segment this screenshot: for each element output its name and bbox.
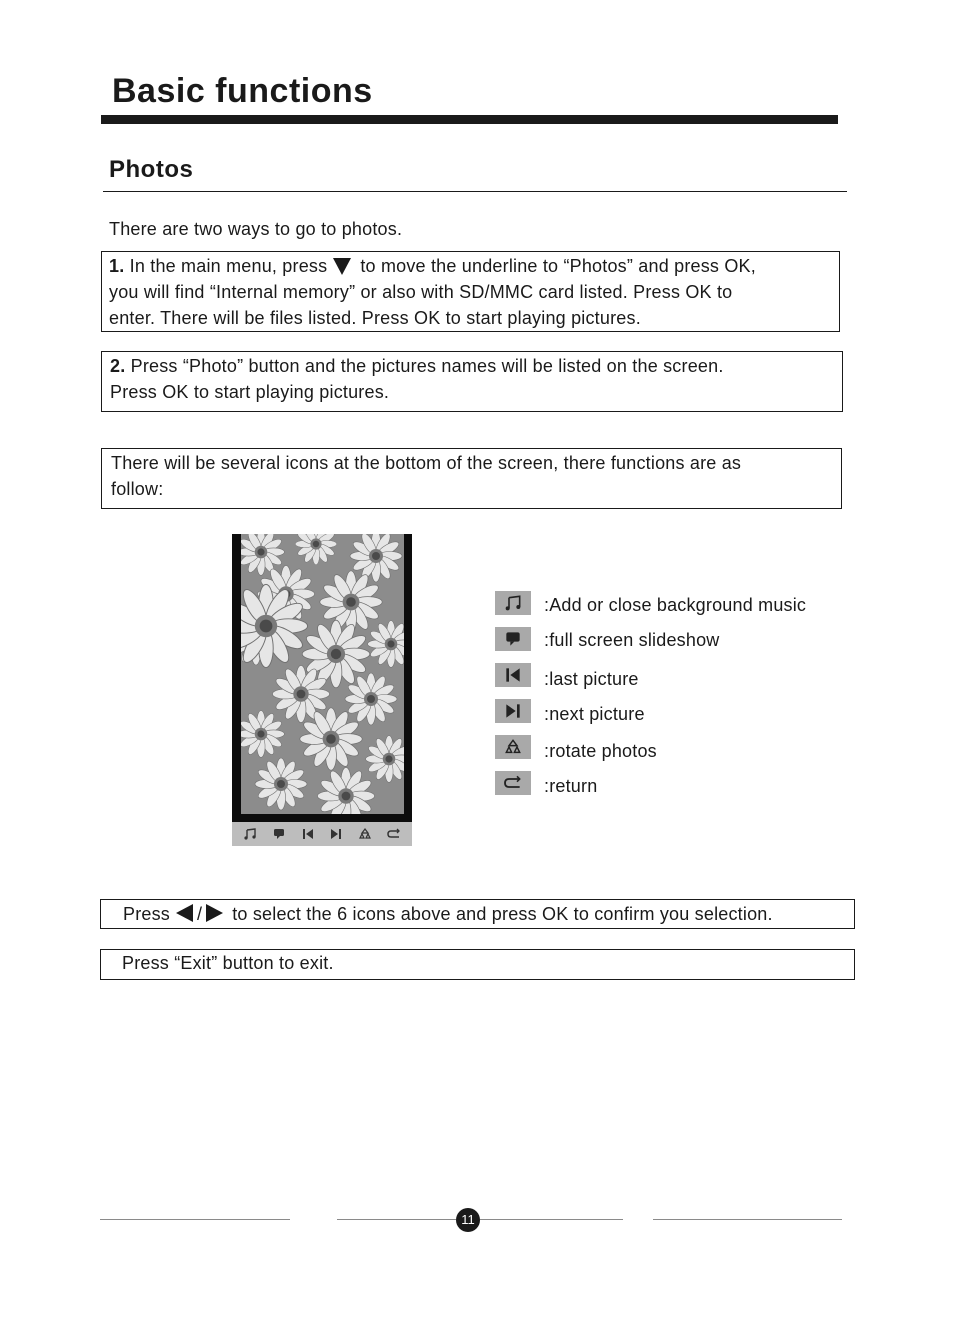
legend-slideshow-label: :full screen slideshow bbox=[544, 630, 720, 650]
navigate-instruction-box bbox=[100, 899, 855, 929]
previous-icon bbox=[495, 663, 531, 687]
legend-music-label: :Add or close background music bbox=[544, 595, 807, 615]
navigate-instruction-text: to select the 6 icons above and press OK to confirm you selection. bbox=[232, 904, 773, 924]
icons-intro-line-1: There will be several icons at the bottom of the screen, there functions are as bbox=[111, 453, 742, 473]
icons-intro-box bbox=[101, 448, 842, 509]
left-arrow-icon bbox=[176, 904, 193, 922]
section-title: Photos bbox=[109, 156, 194, 183]
next-icon bbox=[495, 699, 531, 723]
navigate-slash: / bbox=[197, 904, 203, 924]
footer-rule-right-a bbox=[480, 1219, 623, 1220]
method-two-line-1 bbox=[110, 353, 834, 379]
method-one-line-2: you will find “Internal memory” or also with SD/MMC card listed. Press OK to bbox=[109, 282, 733, 302]
method-two-text-a: Press “Photo” button and the pictures names will be listed on the screen. bbox=[130, 356, 724, 376]
footer-rule-left-a bbox=[100, 1219, 290, 1220]
page-number: 11 bbox=[456, 1208, 480, 1232]
page-title: Basic functions bbox=[112, 72, 373, 110]
screen-icon-bar bbox=[232, 822, 412, 846]
section-rule bbox=[103, 191, 847, 192]
right-arrow-icon bbox=[206, 904, 223, 922]
slideshow-icon bbox=[271, 827, 287, 841]
return-icon bbox=[495, 771, 531, 795]
slideshow-icon bbox=[495, 627, 531, 651]
screen-preview bbox=[232, 534, 412, 846]
return-icon bbox=[386, 827, 402, 841]
intro-text: There are two ways to go to photos. bbox=[109, 219, 403, 239]
navigate-press-text: Press bbox=[123, 904, 171, 924]
previous-icon bbox=[300, 827, 316, 841]
legend-next-label: :next picture bbox=[544, 704, 645, 724]
down-arrow-icon bbox=[333, 258, 351, 275]
rotate-icon bbox=[495, 735, 531, 759]
method-one-text-b: to move the underline to “Photos” and press OK, bbox=[360, 256, 756, 276]
method-one-line-3: enter. There will be files listed. Press OK to start playing pictures. bbox=[109, 308, 641, 328]
footer-rule-left-b bbox=[337, 1219, 456, 1220]
exit-instruction-text: Press “Exit” button to exit. bbox=[122, 953, 334, 973]
legend-rotate-label: :rotate photos bbox=[544, 741, 657, 761]
rotate-icon bbox=[357, 827, 373, 841]
method-one-number: 1. bbox=[109, 256, 125, 276]
method-two-box bbox=[101, 351, 843, 412]
legend-return-label: :return bbox=[544, 776, 598, 796]
footer-rule-right-b bbox=[653, 1219, 842, 1220]
flower-photo bbox=[241, 534, 404, 814]
music-note-icon bbox=[242, 827, 258, 841]
exit-instruction-box bbox=[100, 949, 855, 980]
method-two-line-2: Press OK to start playing pictures. bbox=[110, 382, 390, 402]
method-one-text-a: In the main menu, press bbox=[129, 256, 328, 276]
method-one-box bbox=[101, 251, 840, 332]
next-icon bbox=[328, 827, 344, 841]
music-note-icon bbox=[495, 591, 531, 615]
legend-previous-label: :last picture bbox=[544, 669, 639, 689]
method-one-line-1 bbox=[109, 253, 832, 279]
method-two-number: 2. bbox=[110, 356, 126, 376]
icons-intro-line-2: follow: bbox=[111, 479, 164, 499]
title-rule bbox=[101, 115, 838, 124]
